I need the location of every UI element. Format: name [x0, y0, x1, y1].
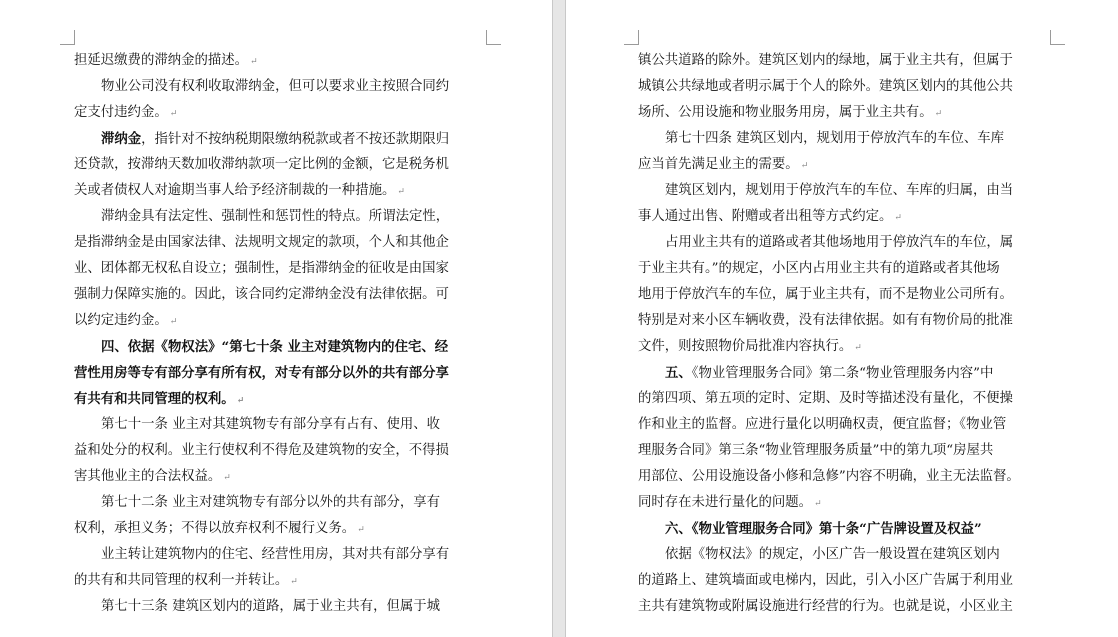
- text-line: [74, 490, 486, 516]
- line-text: 物业公司没有权利收取滞纳金，但可以要求业主按照合同约: [101, 79, 450, 94]
- line-text: 同时存在未进行量化的问题。: [638, 495, 813, 510]
- text-line: [638, 230, 1050, 256]
- text-line: [74, 542, 486, 568]
- text-line: [74, 516, 486, 542]
- text-line: [638, 126, 1050, 152]
- line-text: 定支付违约金。: [74, 105, 168, 120]
- text-line: [638, 542, 1050, 568]
- bold-lead-term: 五、: [665, 365, 692, 381]
- line-text: 权利，承担义务；不得以放弃权利不履行义务。: [74, 521, 356, 536]
- text-line: [74, 308, 486, 334]
- line-text: 第七十三条 建筑区划内的道路，属于业主共有，但属于城: [101, 599, 441, 614]
- paragraph-mark-icon: ↵: [800, 161, 809, 171]
- paragraph-mark-icon: ↵: [169, 317, 178, 327]
- page-text-body[interactable]: [638, 48, 1050, 620]
- line-text: 有共有和共同管理的权利。: [74, 391, 235, 407]
- line-text: 第七十二条 业主对建筑物专有部分以外的共有部分，享有: [101, 495, 441, 510]
- line-text: 事人通过出售、附赠或者出租等方式约定。: [638, 209, 893, 224]
- line-text: 镇公共道路的除外。建筑区划内的绿地，属于业主共有，但属于: [638, 53, 1013, 68]
- text-line: [74, 74, 486, 100]
- line-text: ，指针对不按纳税期限缴纳税款或者不按还款期限归: [141, 132, 450, 147]
- line-text: 文件，则按照物价局批准内容执行。: [638, 339, 853, 354]
- paragraph-mark-icon: ↵: [290, 577, 298, 587]
- line-text: 城镇公共绿地或者明示属于个人的除外。建筑区划内的其他公共: [638, 79, 1013, 94]
- line-text: 营性用房等专有部分享有所有权，对专有部分以外的共有部分享: [74, 365, 449, 381]
- text-line: [74, 282, 486, 308]
- line-text: 主共有建筑物或附属设施进行经营的行为。也就是说，小区业主: [638, 599, 1013, 614]
- text-line: [638, 490, 1050, 516]
- line-text: 第七十一条 业主对其建筑物专有部分享有占有、使用、收: [101, 417, 441, 432]
- line-text: 的道路上、建筑墙面或电梯内，因此，引入小区广告属于利用业: [638, 573, 1013, 588]
- text-line: [74, 568, 486, 594]
- text-line: [74, 360, 486, 386]
- paragraph-mark-icon: ↵: [934, 109, 943, 119]
- paragraph-mark-icon: ↵: [223, 473, 231, 483]
- paragraph-mark-icon: ↵: [236, 396, 245, 406]
- text-line: [74, 178, 486, 204]
- text-line: [638, 464, 1050, 490]
- line-text: 害其他业主的合法权益。: [74, 469, 222, 484]
- paragraph-mark-icon: ↵: [814, 499, 822, 509]
- text-line: [74, 204, 486, 230]
- line-text: 应当首先满足业主的需要。: [638, 157, 799, 172]
- text-line: [74, 48, 486, 74]
- paragraph-mark-icon: ↵: [357, 525, 365, 535]
- text-line: [638, 308, 1050, 334]
- line-text: 建筑区划内，规划用于停放汽车的车位、车库的归属，由当: [665, 183, 1014, 198]
- text-line: [638, 516, 1050, 542]
- line-text: 以约定违约金。: [74, 313, 168, 328]
- text-line: [638, 334, 1050, 360]
- line-text: 占用业主共有的道路或者其他场地用于停放汽车的车位，属: [665, 235, 1014, 250]
- page-corner-mark: [1050, 30, 1065, 45]
- document-page-right: [566, 0, 1118, 637]
- line-text: 理服务合同》第三条“物业管理服务质量”中的第九项“房屋共: [638, 443, 994, 458]
- line-text: 的共有和共同管理的权利一并转让。: [74, 573, 289, 588]
- line-text: 还贷款，按滞纳天数加收滞纳款项一定比例的金额，它是税务机: [74, 157, 449, 172]
- page-corner-mark: [624, 30, 639, 45]
- paragraph-mark-icon: ↵: [397, 187, 405, 197]
- line-text: 地用于停放汽车的车位，属于业主共有，而不是物业公司所有。: [638, 287, 1013, 302]
- text-line: [74, 464, 486, 490]
- page-corner-mark: [486, 30, 501, 45]
- text-line: [74, 256, 486, 282]
- text-line: [638, 386, 1050, 412]
- text-line: [638, 438, 1050, 464]
- line-text: 第七十四条 建筑区划内，规划用于停放汽车的车位、车库: [665, 131, 1005, 146]
- line-text: 是指滞纳金是由国家法律、法规明文规定的款项，个人和其他企: [74, 235, 449, 250]
- paragraph-mark-icon: ↵: [250, 57, 258, 67]
- text-line: [74, 126, 486, 152]
- line-text: 关或者债权人对逾期当事人给予经济制裁的一种措施。: [74, 183, 396, 198]
- line-text: 《物业管理服务合同》第二条“物业管理服务内容”中: [691, 366, 994, 381]
- text-line: [74, 230, 486, 256]
- page-text-body[interactable]: [74, 48, 486, 620]
- text-line: [74, 152, 486, 178]
- line-text: 六、《物业管理服务合同》第十条“广告牌设置及权益”: [665, 521, 982, 537]
- page-corner-mark: [60, 30, 75, 45]
- text-line: [638, 360, 1050, 386]
- page-gap: [552, 0, 566, 637]
- text-line: [638, 178, 1050, 204]
- text-line: [638, 412, 1050, 438]
- line-text: 四、依据《物权法》“第七十条 业主对建筑物内的住宅、经: [101, 339, 449, 355]
- line-text: 强制力保障实施的。因此，该合同约定滞纳金没有法律依据。可: [74, 287, 449, 302]
- line-text: 担延迟缴费的滞纳金的描述。: [74, 53, 249, 68]
- text-line: [638, 100, 1050, 126]
- text-line: [638, 594, 1050, 620]
- line-text: 场所、公用设施和物业服务用房，属于业主共有。: [638, 105, 933, 120]
- bold-lead-term: 滞纳金: [101, 131, 142, 147]
- text-line: [638, 152, 1050, 178]
- line-text: 的第四项、第五项的定时、定期、及时等描述没有量化，不便操: [638, 391, 1013, 406]
- text-line: [638, 256, 1050, 282]
- paragraph-mark-icon: ↵: [169, 109, 178, 119]
- text-line: [74, 594, 486, 620]
- text-line: [638, 204, 1050, 230]
- text-line: [638, 568, 1050, 594]
- paragraph-mark-icon: ↵: [894, 213, 902, 223]
- line-text: 依据《物权法》的规定，小区广告一般设置在建筑区划内: [665, 547, 1000, 562]
- text-line: [74, 334, 486, 360]
- text-line: [638, 282, 1050, 308]
- text-line: [74, 386, 486, 412]
- text-line: [74, 100, 486, 126]
- text-line: [638, 48, 1050, 74]
- paragraph-mark-icon: ↵: [854, 343, 862, 353]
- line-text: 益和处分的权利。业主行使权利不得危及建筑物的安全，不得损: [74, 443, 449, 458]
- line-text: 业、团体都无权私自设立；强制性，是指滞纳金的征收是由国家: [74, 261, 449, 276]
- line-text: 作和业主的监督。应进行量化以明确权责，便宜监督；《物业管: [638, 417, 1007, 432]
- line-text: 滞纳金具有法定性、强制性和惩罚性的特点。所谓法定性，: [101, 209, 450, 224]
- text-line: [74, 412, 486, 438]
- line-text: 用部位、公用设施设备小修和急修”内容不明确，业主无法监督。: [638, 469, 1020, 484]
- text-line: [74, 438, 486, 464]
- line-text: 特别是对来小区车辆收费，没有法律依据。如有有物价局的批准: [638, 313, 1013, 328]
- text-line: [638, 74, 1050, 100]
- document-page-left: [0, 0, 552, 637]
- line-text: 业主转让建筑物内的住宅、经营性用房，其对共有部分享有: [101, 547, 450, 562]
- line-text: 于业主共有。”的规定，小区内占用业主共有的道路或者其他场: [638, 261, 1000, 276]
